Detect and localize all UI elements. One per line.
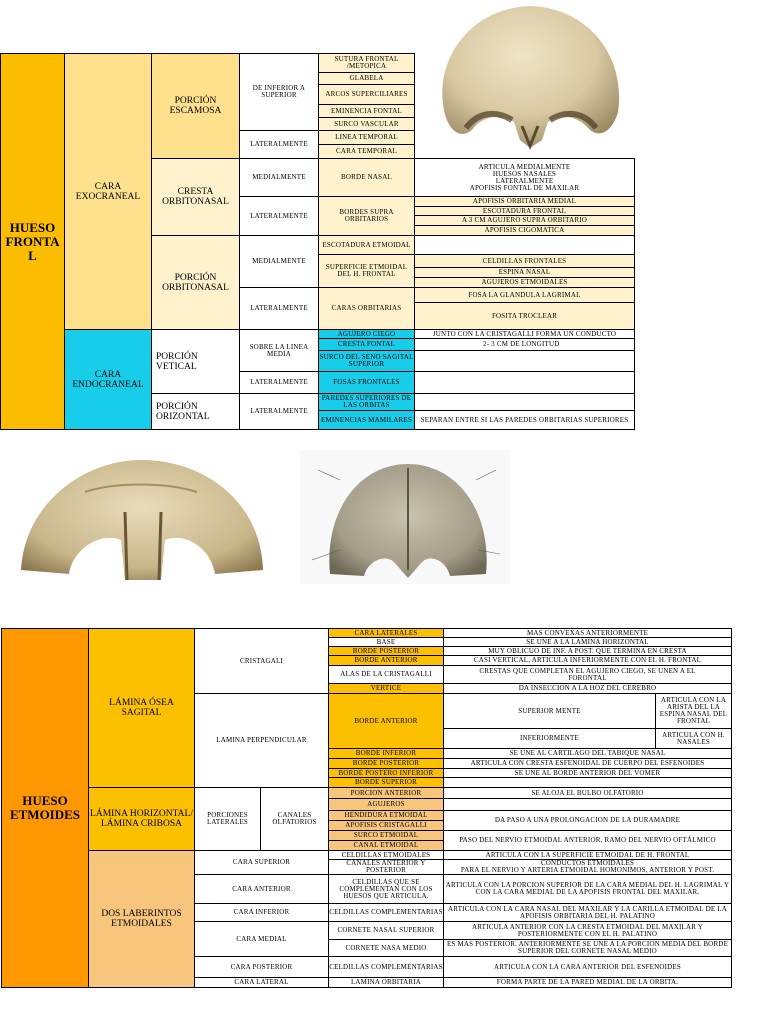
surco-seno-label: SURCO DEL SENO SAGITAL SUPERIOR (319, 353, 414, 368)
cornete-med-cell (328, 939, 444, 957)
agujero-ciego-label: AGUJERO CIEGO (337, 329, 396, 338)
desc-text: CASI VERTICAL, ARTICULA INFERIORMENTE CON EL H. FRONTAL (473, 656, 702, 664)
sutura-frontal-label: SUTURA FRONTAL /METOPICA (334, 55, 399, 70)
cresta-fontal-label: CRESTA FONTAL (337, 340, 396, 348)
desc-text: ARTICULA CON LA SUPERFICIE ETMOIDAL DE H. FRONTAL (485, 850, 690, 859)
cornete-sup-label: CORNETE NASAL SUPERIOR (337, 926, 435, 934)
cresta-fontal-desc: 2- 3 CM DE LONGITUD (483, 340, 560, 348)
escotadura-etmoidal-cell (318, 235, 415, 255)
canales-ant-label: CANALES ANTERIOR Y POSTERIOR (346, 859, 426, 874)
frontal-bone-anterior-image (430, 0, 630, 152)
desc-text: ARTICULA CON LA CARA NASAL DEL MAXILAR Y LA CARILLA ETMOIDAL DE LA APOFISIS ORBITARIA DEL H. PALATINO (447, 904, 728, 920)
superficie-etmoidal-cell (318, 254, 415, 288)
lamina-osea-label: LÁMINA ÓSEA SAGITAL (109, 698, 174, 718)
superiormente-cell (443, 693, 656, 729)
cara-medial-label: CARA MEDIAL (236, 934, 287, 943)
lateralmente-cell-4 (239, 371, 319, 394)
desc-cell (443, 921, 732, 940)
desc-cell (443, 830, 732, 851)
desc-line: LATERALMENTE (495, 176, 554, 185)
etmoides-table (0, 628, 768, 992)
sup-etm-item: CELDILLAS FRONTALES (482, 256, 567, 265)
cornete-med-label: CORNETE NASA MEDIO (345, 943, 427, 952)
frontal-bone-inferior-image (15, 452, 268, 582)
porcion-escamosa-label: PORCIÓN ESCAMOSA (169, 96, 222, 116)
sobre-linea-cell (239, 329, 319, 372)
lateralmente-cell-5 (239, 393, 319, 430)
eminencia-fontal-label: EMINENCIA FONTAL (331, 106, 402, 115)
hueso-frontal-cell (0, 53, 65, 430)
lamina-orbitaria-cell (328, 977, 444, 988)
cara-endocraneal-label: CARA ENDOCRANEAL (72, 369, 144, 390)
sup-etm-item-cell (414, 254, 635, 268)
cara-anterior-cell (194, 874, 329, 904)
alas-label: ALAS DE LA CRISTAGALLI (340, 670, 432, 678)
caras-orb-item-cell (414, 302, 635, 330)
medialmente-label: MEDIALMENTE (252, 257, 306, 265)
caras-orb-item-cell (414, 287, 635, 303)
caras-orb-item: FOSA LA GLANDULA LAGRIMAL (468, 290, 581, 299)
lateralmente-label: LATERALMENTE (250, 211, 308, 220)
bordes-supra-item: ESCOTADURA FRONTAL (482, 206, 567, 215)
lateralmente-label: LATERALMENTE (250, 407, 308, 415)
hueso-etmoides-cell (1, 628, 89, 988)
caras-orbitarias-label: CARAS ORBITARIAS (331, 304, 402, 312)
medialmente-cell-2 (239, 235, 319, 288)
surco-etmoidal-label: SURCO ETMOIDAL (353, 831, 419, 839)
bordes-supra-item: APOFISIS ORBITARIA MEDIAL (472, 197, 577, 205)
separan-desc-cell (414, 410, 635, 430)
borde-nasal-label: BORDE NASAL (340, 173, 392, 181)
canal-etmoidal-label: CANAL ETMOIDAL (353, 841, 419, 849)
porcion-vetical-label: PORCIÓN VETICAL (156, 351, 198, 372)
separan-desc: SEPARAN ENTRE SI LAS PAREDES ORBITARIAS SUPERIORES (420, 415, 629, 424)
borde-anterior-label: BORDE ANTERIOR (354, 656, 418, 664)
de-inferior-label: DE INFERIOR A SUPERIOR (252, 84, 306, 99)
hueso-etmoides-label: HUESO ETMOIDES (9, 793, 81, 822)
desc-text: DA PASO A UNA PROLONGACION DE LA DURAMADRE (494, 816, 681, 824)
borde-anterior2-cell (328, 693, 444, 749)
surco-seno-cell (318, 350, 415, 372)
desc-cell (443, 810, 732, 831)
cara-inferior-label: CARA INFERIOR (233, 908, 290, 916)
celdillas-comp-label: CELDILLAS COMPLEMENTARIAS (329, 908, 443, 916)
lateralmente-cell-1 (239, 130, 319, 159)
cristagali-label: CRISTAGALI (239, 656, 284, 665)
de-inferior-cell (239, 53, 319, 131)
borde-posterior-label: BORDE POSTERIOR (352, 646, 420, 655)
lamina-perpendicular-label: LAMINA PERPENDICULAR (216, 736, 307, 744)
desc-text: SE UNE AL BORDE ANTERIOR DEL VOMER (514, 768, 661, 777)
arcos-label: ARCOS SUPERCILIARES (325, 90, 408, 98)
lamina-perpendicular-cell (194, 693, 329, 788)
celdillas-comp3-cell (328, 956, 444, 978)
borde-posterior-label: BORDE POSTERIOR (352, 759, 420, 767)
cara-posterior-cell (194, 956, 329, 978)
desc-text: SE UNE AL CARTILAGO DEL TABIQUE NASAL (509, 749, 666, 757)
desc-text: DA INSECCION A LA HOZ DEL CEREBRO (518, 684, 657, 692)
cresta-orbitonasal-label: CRESTA ORBITONASAL (162, 187, 229, 207)
borde-superior-label: BORDE SUPERIOR (354, 778, 418, 786)
desc-text: SE UNE A LA LAMINA HORIZONTAL (526, 637, 649, 646)
sup-etm-item: ESPINA NASAL (498, 268, 551, 276)
caras-orb-item: FOSITA TROCLEAR (491, 311, 558, 320)
lateralmente-label: LATERALMENTE (250, 378, 308, 386)
agujero-ciego-desc: JUNTO CON LA CRISTAGALLI FORMA UN CONDUCTO (432, 329, 617, 338)
celdillas-etm-label: CELDILLAS ETMOIDALES (341, 850, 431, 859)
porcion-orizontal-cell (151, 393, 240, 430)
cara-endocraneal-cell (64, 329, 152, 430)
frontal-table (0, 0, 768, 440)
desc-text: PARA EL NERVIO Y ARTERIA ETMOIDAL HOMONIMOS, ANTERIOR Y POST. (460, 866, 715, 874)
desc-line: APOFISIS FONTAL DE MAXILAR (469, 183, 580, 192)
desc-text: ARTICULA CON CRESTA ESFENOIDAL DE CUERPO DEL ESFENOIDES (470, 759, 705, 767)
superficie-etmoidal-label: SUPERFICIE ETMOIDAL DEL H. FRONTAL (325, 263, 408, 278)
cara-inferior-cell (194, 903, 329, 922)
empty-cell (414, 350, 635, 372)
cara-temporal-label: CARA TEMPORAL (335, 147, 397, 155)
canales-olfatorios-cell (260, 787, 329, 851)
sup-etm-item: AGUJEROS ETMOIDALES (481, 278, 568, 286)
superiormente-label: SUPERIOR MENTE (518, 706, 581, 715)
cara-posterior-label: CARA POSTERIOR (230, 962, 293, 971)
lamina-horizontal-cell (88, 787, 195, 851)
caras-laterales-label: CARA LATERALES (354, 628, 418, 637)
eminencias-mamilares-label: EMINENCIAS MAMILARES (321, 415, 412, 424)
canales-olfatorios-label: CANALES OLFATORIOS (272, 811, 317, 826)
desc-text: ARTICULA CON LA PORCION SUPERIOR DE LA CARA MEDIAL DEL H. LAGRIMAL Y CON LA CARA MEDIAL DE LA APOFISIS FRONTAL DEL MAXILAR. (445, 881, 730, 896)
porcion-escamosa-cell (151, 53, 240, 159)
lateralmente-label: LATERALMENTE (250, 140, 308, 148)
cornete-sup-cell (328, 921, 444, 940)
laberintos-label: DOS LABERINTOS ETMOIDALES (101, 909, 182, 929)
borde-inferior-label: BORDE INFERIOR (355, 749, 417, 757)
desc-text: CONDUCTOS ETMOIDALES (540, 859, 635, 867)
desc-cell (443, 665, 732, 684)
paredes-superiores-cell (318, 393, 415, 411)
desc-text: MAS CONVEXAS ANTERIORMENTE (526, 628, 649, 637)
fosas-frontales-cell (318, 371, 415, 394)
lateralmente-label: LATERALMENTE (250, 304, 308, 312)
empty-cell (414, 235, 635, 255)
laberintos-cell (88, 850, 195, 988)
desc-line: ARTICULA MEDIALMENTE (478, 162, 571, 171)
empty-cell (414, 371, 635, 394)
linea-temporal-label: LINEA TEMPORAL (335, 133, 398, 141)
sutura-frontal-cell (318, 53, 415, 73)
desc-text: PASO DEL NERVIO ETMOIDAL ANTERIOR, RAMO DEL NERVIO OFTÁLMICO (459, 836, 716, 844)
agujeros-label: AGUJEROS (367, 800, 405, 808)
cara-lateral-label: CARA LATERAL (234, 978, 289, 986)
alas-cell (328, 665, 444, 684)
sobre-linea-label: SOBRE LA LINEA MEDIA (249, 342, 309, 358)
desc-text: ARTICULA CON LA ARISTA DEL LA ESPINA NASAL DEL FRONTAL (659, 696, 728, 725)
cara-exocraneal-cell (64, 53, 152, 330)
desc-text: ARTICULA CON H. NASALES (662, 730, 725, 746)
lateralmente-cell-3 (239, 287, 319, 330)
desc-cell (443, 956, 732, 978)
borde-nasal-desc-cell (414, 158, 635, 197)
celdillas-comp1-cell (328, 874, 444, 904)
porcion-anterior-label: PORCION ANTERIOR (350, 788, 422, 797)
linea-temporal-cell (318, 130, 415, 145)
desc-text: SE ALOJA EL BULBO OLFATORIO (531, 788, 644, 797)
desc-text: ES MAS POSTERIOR. ANTERIORMENTE SE UNE A LA PORCION MEDIA DEL BORDE SUPERIOR DEL CORNETE NASAL MEDIO (446, 940, 729, 955)
cresta-orbitonasal-cell (151, 158, 240, 236)
apofisis-crista-label: APOFISIS CRISTAGALLI (345, 821, 427, 829)
borde-nasal-cell (318, 158, 415, 197)
bordes-supra-item: A 3 CM AGUJERO SUPRA ORBITARIO (461, 216, 588, 224)
paredes-superiores-label: PAREDES SUPERIORES DE LAS ORBITAS (321, 394, 412, 409)
surco-vascular-label: SURCO VASCULAR (334, 119, 399, 128)
desc-text: MUY OBLICUO DE INF. A POST. QUE TERMINA EN CRESTA (488, 646, 687, 655)
lamina-orbitaria-label: LAMINA ORBITARIA (350, 978, 422, 986)
hendidura-label: HENDIDURA ETMOIDAL (344, 811, 428, 819)
eminencias-mamilares-cell (318, 410, 415, 430)
inferiormente-label: INFERIORMENTE (520, 734, 579, 742)
porcion-orbitonasal-label: PORCIÓN ORBITONASAL (162, 272, 229, 293)
celdillas-comp-label: CELDILLAS QUE SE COMPLEMENTAN CON LOS HUESOS QUE ARTICULA. (339, 877, 433, 900)
empty-cell (414, 393, 635, 411)
arcos-cell (318, 84, 415, 105)
cara-medial-cell (194, 921, 329, 957)
inferiormente-desc-cell (655, 728, 732, 749)
bordes-supra-item: APOFISIS CIGOMATICA (484, 226, 565, 234)
desc-line: HUESOS NASALES (492, 169, 557, 178)
vertice-label: VERTICE (370, 684, 402, 692)
porciones-laterales-cell (194, 787, 261, 851)
escotadura-etmoidal-label: ESCOTADURA ETMOIDAL (322, 240, 411, 249)
caras-orbitarias-cell (318, 287, 415, 330)
celdillas-comp-label: CELDILLAS COMPLEMENTARIAS (329, 962, 443, 971)
lateralmente-cell-2 (239, 196, 319, 236)
desc-text: ARTICULA ANTERIOR CON LA CRESTA ETMOIDAL DEL MAXILAR Y POSTERIORMENTE CON EL H. PALATINO (471, 922, 704, 938)
cara-lateral-cell (194, 977, 329, 988)
eminencia-fontal-cell (318, 104, 415, 118)
medialmente-cell-1 (239, 158, 319, 197)
desc-cell (443, 903, 732, 922)
porcion-orizontal-label: PORCIÓN ORIZONTAL (156, 401, 210, 422)
glabela-label: GLABELA (349, 74, 384, 82)
bordes-supra-label: BORDES SUPRA ORBITARIOS (339, 208, 394, 223)
frontal-bone-posterior-image (300, 450, 510, 584)
celdillas-comp2-cell (328, 903, 444, 922)
cristagali-cell (194, 628, 329, 694)
hueso-frontal-label: HUESO FRONTA L (5, 219, 60, 263)
cara-temporal-cell (318, 144, 415, 159)
base-label: BASE (376, 637, 396, 646)
desc-text: CRESTAS QUE COMPLETAN EL AGUJERO CIEGO, SE UNEN A EL FORONTAL (479, 666, 696, 682)
desc-text: FORMA PARTE DE LA PARED MEDIAL DE LA ORBITA. (496, 978, 679, 986)
porciones-laterales-label: PORCIONES LATERALES (206, 811, 249, 826)
borde-postero-inferior-label: BORDE POSTERO INFERIOR (338, 768, 434, 777)
cara-exocraneal-label: CARA EXOCRANEAL (75, 181, 141, 202)
fosas-frontales-label: FOSAS FRONTALES (333, 378, 400, 386)
surco-vascular-cell (318, 117, 415, 131)
borde-anterior-label: BORDE ANTERIOR (354, 716, 418, 725)
desc-cell (443, 874, 732, 904)
bordes-supra-cell (318, 196, 415, 236)
desc-cell (443, 939, 732, 957)
lamina-horizontal-label: LÁMINA HORIZONTAL/ LÁMINA CRIBOSA (90, 809, 193, 829)
superiormente-desc-cell (655, 693, 732, 729)
lamina-osea-cell (88, 628, 195, 788)
canales-ant-cell (328, 859, 444, 875)
cara-superior-cell (194, 850, 329, 875)
porcion-vetical-cell (151, 329, 240, 394)
desc-cell (443, 977, 732, 988)
desc-cell (443, 859, 732, 875)
desc-text: ARTICULA CON LA CARA ANTERIOR DEL ESFENOIDES (493, 962, 682, 971)
cara-anterior-label: CARA ANTERIOR (232, 884, 291, 893)
porcion-orbitonasal-cell (151, 235, 240, 330)
inferiormente-cell (443, 728, 656, 749)
cara-superior-label: CARA SUPERIOR (232, 858, 291, 866)
medialmente-label: MEDIALMENTE (252, 173, 306, 181)
